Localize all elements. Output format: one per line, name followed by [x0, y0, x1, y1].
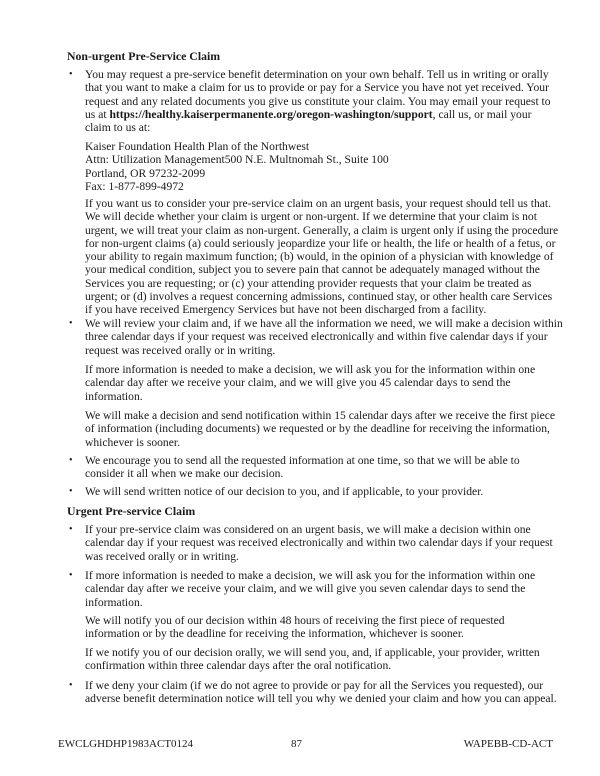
text-line: If your pre-service claim was considered on an urgent basis, we will make a decision within one — [85, 523, 531, 536]
text-line: claim to us at: — [85, 121, 151, 135]
text-line: if you have received Emergency Services but have not been discharged from a facility. — [85, 303, 487, 317]
footer-form-code: WAPEBB-CD-ACT — [463, 738, 553, 750]
text-line: information. — [85, 389, 143, 403]
text-line: of information (including documents) we requested or by the deadline for receiving the information, — [85, 422, 550, 436]
text-line: your medical condition, subject you to severe pain that cannot be adequately managed without the — [85, 263, 540, 277]
text-line: We will make a decision and send notification within 15 calendar days after we receive the first piece — [85, 409, 556, 422]
bullet-icon: • — [69, 524, 73, 535]
text-line: urgent, we will treat your claim as non-urgent. Generally, a claim is urgent only if using the procedure — [85, 223, 559, 237]
text-line: We will notify you of our decision within 48 hours of receiving the first piece of requested — [85, 614, 505, 627]
bullet-icon: • — [69, 570, 73, 581]
text-line: Portland, OR 97232-2099 — [85, 166, 206, 180]
heading-text: Urgent Pre-service Claim — [67, 504, 196, 518]
text-line: If you want us to consider your pre-service claim on an urgent basis, your request should tell us that. — [85, 197, 552, 210]
bullet-deny-claim — [69, 679, 557, 706]
text-line: your ability to regain maximum function; (b) would, in the opinion of a physician with knowledge of — [85, 250, 554, 264]
text-line: We will review your claim and, if we have all the information we need, we will make a decision within — [85, 317, 563, 330]
text-line: Services you are requesting; or (c) your attending provider requests that your claim be treated as — [85, 276, 532, 290]
text-line: for non-urgent claims (a) could seriously jeopardize your life or health, the life or health of a fetus, or — [85, 236, 556, 250]
footer-page-number: 87 — [291, 738, 302, 750]
bullet-review-claim — [69, 317, 563, 357]
oral-notification-paragraph — [85, 646, 540, 673]
text-line: If we deny your claim (if we do not agree to provide or pay for all the Services you requested), our — [85, 679, 544, 692]
mailing-address — [85, 140, 389, 193]
text-line: If we notify you of our decision orally, we will send you, and, if applicable, your provider, written — [85, 646, 540, 659]
text-line: Kaiser Foundation Health Plan of the Northwest — [85, 140, 310, 153]
text-line: adverse benefit determination notice will tell you why we denied your claim and how you can appeal. — [85, 692, 557, 706]
text-line: If more information is needed to make a decision, we will ask you for the information within one — [85, 363, 536, 376]
footer-document-code: EWCLGHDHP1983ACT0124 — [58, 738, 194, 750]
heading-urgent — [67, 505, 195, 518]
bullet-icon: • — [69, 69, 73, 80]
text-line: was received orally or in writing. — [85, 549, 239, 563]
text-line: calendar day after we receive your claim, and we will give you 45 calendar days to send the — [85, 376, 511, 390]
heading-non-urgent — [67, 50, 220, 63]
bullet-icon: • — [69, 486, 73, 497]
text-line: information or by the deadline for receiving the information, whichever is sooner. — [85, 627, 464, 641]
text-line: us at https://healthy.kaiserpermanente.org/oregon-washington/support, call us, or mail your — [85, 107, 532, 121]
bullet-urgent-more-info — [69, 569, 536, 609]
text-line: request was received orally or in writing. — [85, 343, 276, 357]
text-line: whichever is sooner. — [85, 435, 180, 449]
support-url-link[interactable]: https://healthy.kaiserpermanente.org/oregon-washington/support — [109, 107, 433, 121]
urgent-basis-paragraph — [85, 197, 558, 317]
text-line: We encourage you to send all the requested information at one time, so that we will be able to — [85, 454, 520, 467]
text-line: We will decide whether your claim is urgent or non-urgent. If we determine that your claim is not — [85, 210, 537, 224]
text-line: calendar day after we receive your claim, and we will give you seven calendar days to send the — [85, 582, 526, 596]
more-info-paragraph — [85, 363, 535, 403]
text-line: If more information is needed to make a decision, we will ask you for the information within one — [85, 569, 536, 582]
bullet-request-claim — [69, 68, 551, 135]
heading-text: Non-urgent Pre-Service Claim — [67, 48, 221, 63]
text-line: confirmation within three calendar days after the oral notification. — [85, 659, 392, 673]
text-line: that you want to make a claim for us to provide or pay for a Service you have not yet received. Your — [85, 81, 549, 95]
text-line: You may request a pre-service benefit determination on your own behalf. Tell us in writing or orally — [85, 68, 549, 81]
text-line: Attn: Utilization Management500 N.E. Multnomah St., Suite 100 — [85, 153, 389, 167]
notify-48-hours-paragraph — [85, 614, 505, 641]
text-line: three calendar days if your request was received electronically and within five calendar days if your — [85, 330, 548, 344]
bullet-send-all-info — [69, 454, 520, 481]
bullet-icon: • — [69, 680, 73, 691]
decision-15-days-paragraph — [85, 409, 555, 449]
bullet-icon: • — [69, 455, 73, 466]
text-line: consider it all when we make our decision. — [85, 467, 284, 481]
text-line: Fax: 1-877-899-4972 — [85, 179, 184, 193]
bullet-icon: • — [69, 318, 73, 329]
bullet-urgent-decision — [69, 523, 553, 563]
text-line: We will send written notice of our decision to you, and if applicable, to your provider. — [85, 485, 484, 498]
bullet-written-notice — [69, 485, 484, 498]
text-line: calendar day if your request was received electronically and within two calendar days if your request — [85, 536, 553, 550]
text-line: request and any related documents you give us constitute your claim. You may email your request to — [85, 94, 551, 108]
text-line: urgent; or (d) involves a request concerning admissions, continued stay, or other health care Services — [85, 290, 553, 304]
text-line: information. — [85, 595, 143, 609]
